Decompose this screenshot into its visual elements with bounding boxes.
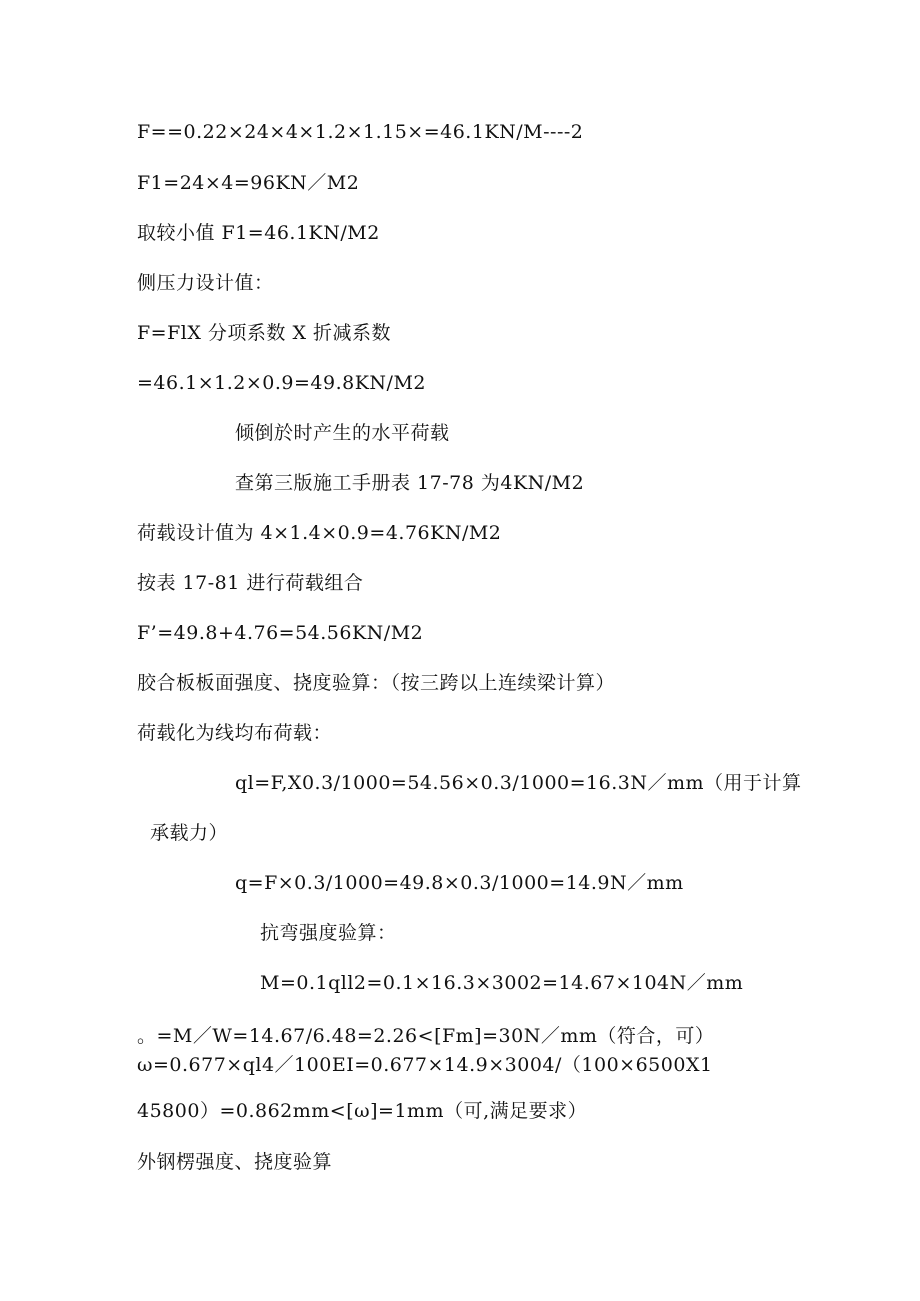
text-line-horizontal-load: 倾倒於时产生的水平荷载	[235, 422, 450, 444]
formula-line-f-prime: F’=49.8+4.76=54.56KN/M2	[137, 622, 424, 644]
text-line-handbook-reference: 查第三版施工手册表 17-78 为4KN/M2	[235, 472, 585, 494]
text-line-load-combination: 按表 17-81 进行荷载组合	[137, 572, 364, 594]
text-line-linear-load: 荷载化为线均布荷载：	[137, 722, 333, 744]
heading-line-bending-check: 抗弯强度验算：	[260, 922, 397, 944]
formula-line-stress: 。=M／W=14.67/6.48=2.26<[Fm]=30N／mm（符合，可）	[137, 1025, 715, 1047]
text-line-min-value: 取较小值 F1=46.1KN/M2	[137, 222, 380, 244]
text-line-bearing-capacity: 承载力）	[150, 822, 229, 844]
heading-line-steel-check: 外钢楞强度、挠度验算	[137, 1151, 333, 1173]
heading-line-plywood-check: 胶合板板面强度、挠度验算：（按三跨以上连续梁计算）	[137, 672, 616, 694]
formula-line-side-pressure-result: =46.1×1.2×0.9=49.8KN/M2	[137, 372, 426, 394]
formula-line-deflection: ω=0.677×ql4／100EI=0.677×14.9×3004/（100×6500X1	[137, 1054, 713, 1076]
formula-line-side-pressure: F=FlX 分项系数 X 折减系数	[137, 322, 392, 344]
heading-line-side-pressure: 侧压力设计值：	[137, 272, 274, 294]
formula-line-load-design-value: 荷载设计值为 4×1.4×0.9=4.76KN/M2	[137, 522, 502, 544]
formula-line-q: q=F×0.3/1000=49.8×0.3/1000=14.9N／mm	[235, 872, 684, 894]
formula-line-f1: F1=24×4=96KN／M2	[137, 172, 360, 194]
formula-line-q1: ql=F,X0.3/1000=54.56×0.3/1000=16.3N／mm（用于计算	[235, 772, 802, 794]
formula-line-deflection-result: 45800）=0.862mm<[ω]=1mm（可,满足要求）	[137, 1100, 588, 1122]
formula-line-moment: M=0.1qll2=0.1×16.3×3002=14.67×104N／mm	[260, 972, 744, 994]
formula-line-f-max: F==0.22×24×4×1.2×1.15×=46.1KN/M----2	[137, 121, 584, 143]
